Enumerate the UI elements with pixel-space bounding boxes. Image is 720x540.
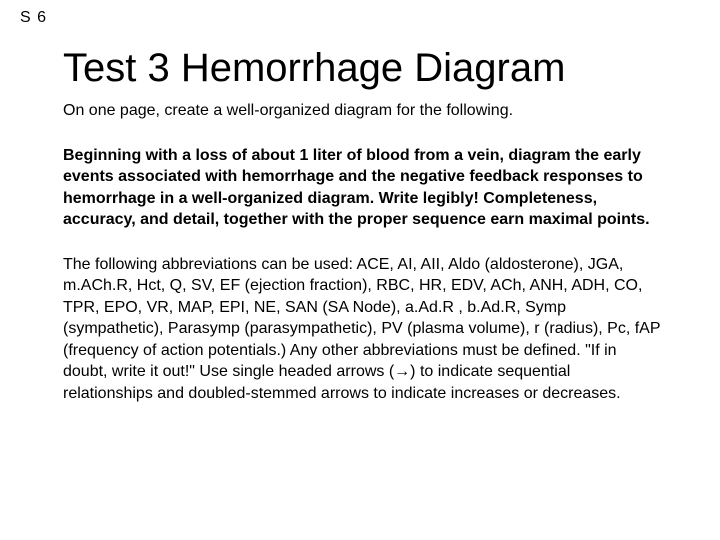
page-title: Test 3 Hemorrhage Diagram — [63, 46, 566, 90]
abbreviations-paragraph: The following abbreviations can be used: ACE, AI, AII, Aldo (aldosterone), JGA, m.ACh.R, Hct, Q, SV, EF (ejection fraction), RBC, HR, EDV, ACh, ANH, ADH, CO, TPR, EPO, VR, MAP, EPI, NE, SAN (SA Node), a.Ad.R , b.Ad.R, Symp (sympathetic), Parasymp (parasympathetic), PV (plasma volume), r (radius), Pc, fAP (frequency of action potentials.) Any other abbreviations must be defined. "If in doubt, write it out!" Use single headed arrows (→) to indicate sequential relationships and doubled-stemmed arrows to indicate increases or decreases. — [63, 255, 661, 402]
instructions-paragraph: Beginning with a loss of about 1 liter of blood from a vein, diagram the early events associated with hemorrhage and the negative feedback responses to hemorrhage in a well-organized diagram. Write legibly! Completeness, accuracy, and detail, together with the proper sequence earn maximal points. — [63, 146, 650, 228]
intro-paragraph: On one page, create a well-organized diagram for the following. — [63, 102, 514, 119]
content-body — [63, 100, 663, 404]
slide-number: S 6 — [20, 9, 48, 26]
